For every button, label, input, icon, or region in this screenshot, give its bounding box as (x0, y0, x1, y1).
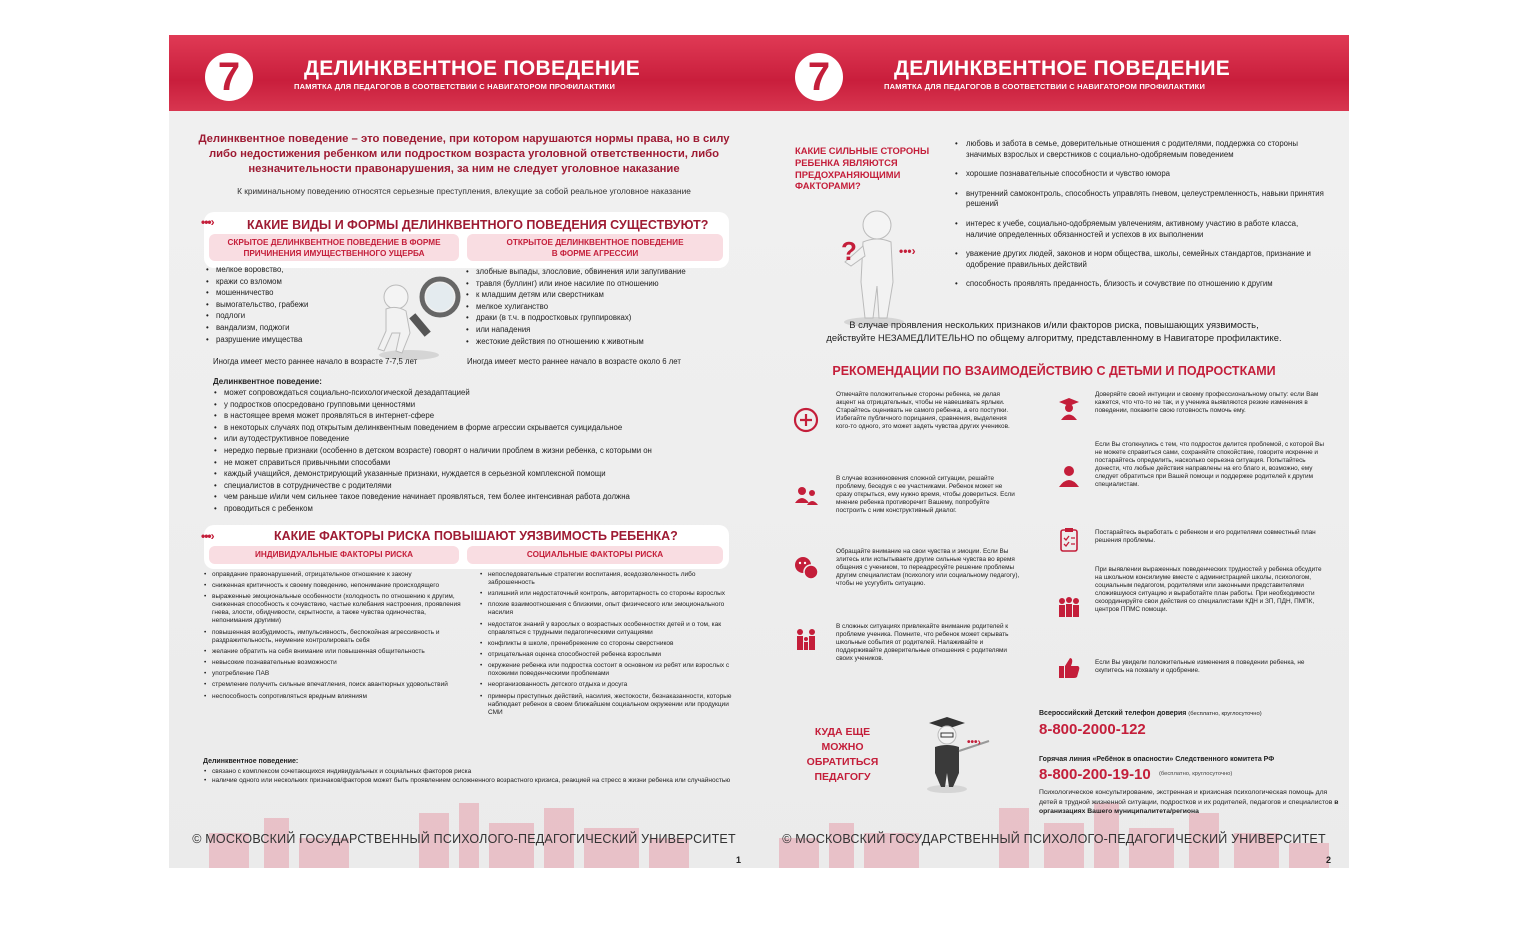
where-line: КУДА ЕЩЕ (814, 726, 871, 738)
plus-circle-icon (793, 407, 819, 433)
action-line: В случае проявления нескольких признаков и/или факторов риска, повышающих уязвимость, (849, 319, 1259, 330)
list-item: • у подростков опосредовано групповыми ценностями (213, 399, 743, 411)
list-item: • или нападения (465, 324, 755, 336)
arrows-icon: •••› (201, 215, 214, 229)
age-note-right: Иногда имеет место раннее начало в возрасте около 6 лет (467, 357, 681, 366)
list-item: • недостаток знаний у взрослых о возрастных особенностях детей и о том, как справляться с трудными педагогическими ситуациями (479, 621, 735, 637)
list-item: • сниженная критичность к своему поведению, непонимание происходящего (203, 582, 465, 590)
section-title-forms: КАКИЕ ВИДЫ И ФОРМЫ ДЕЛИНКВЕНТНОГО ПОВЕДЕНИЯ СУЩЕСТВУЮТ? (247, 218, 709, 232)
graduate-icon (1056, 395, 1082, 421)
list-item: • непоследовательные стратегии воспитания, вседозволенность либо заброшенность (479, 571, 735, 587)
page-number: 1 (735, 855, 741, 865)
page-title: ДЕЛИНКВЕНТНОЕ ПОВЕДЕНИЕ (894, 57, 1231, 80)
list-item: • нередко первые признаки (особенно в детском возрасте) говорят о наличии проблем в жизни ребенка, с которыми он (213, 445, 743, 457)
list-item: • мелкое воровство, (205, 264, 385, 276)
magnifier-figure-illustration (364, 267, 469, 362)
list-item: • кражи со взломом (205, 276, 385, 288)
hotline1-phone[interactable]: 8-800-2000-122 (1039, 721, 1146, 738)
list-item: • употребление ПАВ (203, 670, 465, 678)
list-item: • стремление получить сильные впечатления, поиск авантюрных удовольствий (203, 681, 465, 689)
page-subtitle: ПАМЯТКА ДЛЯ ПЕДАГОГОВ В СООТВЕТСТВИИ С НАВИГАТОРОМ ПРОФИЛАКТИКИ (294, 82, 616, 91)
list-item: • внутренний самоконтроль, способность управлять гневом, целеустремленность, навыки принятия решений (954, 189, 1329, 210)
box-hidden-behavior (209, 234, 459, 261)
page-subtitle: ПАМЯТКА ДЛЯ ПЕДАГОГОВ В СООТВЕТСТВИИ С НАВИГАТОРОМ ПРОФИЛАКТИКИ (884, 82, 1206, 91)
criminal-note: К криминальному поведению относятся серьезные преступления, влекущие за собой реальное уголовное наказание (237, 186, 691, 196)
list-item: • проводиться с ребенком (213, 503, 743, 515)
box-open-behavior (467, 234, 723, 261)
box-line: В ФОРМЕ АГРЕССИИ (551, 249, 639, 258)
where-line: ПЕДАГОГУ (814, 771, 871, 783)
list-item: • каждый учащийся, демонстрирующий указанные признаки, нуждается в серьезной комплексной помощи (213, 468, 743, 480)
page-title: ДЕЛИНКВЕНТНОЕ ПОВЕДЕНИЕ (304, 57, 641, 80)
list-item: • злобные выпады, злословие, обвинения или запугивание (465, 266, 755, 278)
list-item: • невысокие познавательные возможности (203, 659, 465, 667)
list-item: • жестокие действия по отношению к животным (465, 336, 755, 348)
list-item: • повышенная возбудимость, импульсивность, беспокойная агрессивность и раздражительность, неумение контролировать себя (203, 629, 465, 645)
where-line: МОЖНО (821, 741, 864, 753)
rec-right-2: Если Вы столкнулись с тем, что подросток делится проблемой, с которой Вы не можете справиться сами, сохраняйте спокойствие, говорите искренне и постарайтесь определить, насколько серьезна ситуация. Попытайтесь донести, что любые действия направлены на его благо и, возможно, ему следует обратиться при Вашей помощи и поддержке родителей к другим специалистам. (1095, 441, 1324, 489)
list-item: • в настоящее время может проявляться в интернет-сфере (213, 410, 743, 422)
section-title-risk: КАКИЕ ФАКТОРЫ РИСКА ПОВЫШАЮТ УЯЗВИМОСТЬ РЕБЕНКА? (274, 529, 678, 543)
rec-left-4: В сложных ситуациях привлекайте внимание родителей к проблеме ученика. Помните, что ребенок может скрывать школьные события от родителей. Налаживайте и поддерживайте доверительные отношения с родителями своих учеников. (836, 623, 1009, 663)
list-item: • травля (буллинг) или иное насилие по отношению (465, 278, 755, 290)
hotline1-label-text: Всероссийский Детский телефон доверия (1039, 710, 1187, 717)
city-skyline (169, 788, 759, 868)
list-item: • выраженные эмоциональные особенности (холодность по отношению к другим, сниженная способность к сочувствию, частые колебания настроения, проявления гнева, злости, обидчивости, скрытности, а также чувства одиночества, непонимания другими) (203, 593, 465, 625)
thumbs-up-icon (1056, 655, 1082, 681)
list-item: • хорошие познавательные способности и чувство юмора (954, 169, 1329, 180)
consultation-bold: в организациях Вашего муниципалитета/региона (1039, 798, 1339, 816)
list-item: • связано с комплексом сочетающихся индивидуальных и социальных факторов риска (203, 768, 743, 776)
svg-text:?: ? (841, 236, 857, 266)
list-item: • к младшим детям или сверстникам (465, 289, 755, 301)
list-item: • наличие одного или нескольких признаков/факторов может быть проявлением осложненного возрастного кризиса, реакцией на стресс в жизни ребенка или случайностью (203, 777, 743, 785)
rec-right-3: Постарайтесь выработать с ребенком и его родителями совместный план решения проблемы. (1095, 529, 1316, 545)
action-instruction (784, 318, 1324, 344)
list-item: • излишний или недостаточный контроль, авторитарность со стороны взрослых (479, 590, 735, 598)
list-item: • мошенничество (205, 287, 385, 299)
rec-left-3: Обращайте внимание на свои чувства и эмоции. Если Вы злитесь или испытываете другие сильные чувства во время общения с учеником, то переадресуйте решение проблемы другим специалистам (психологу или социальному педагогу), чтобы не усугубить ситуацию. (836, 548, 1020, 588)
box-social-risk: СОЦИАЛЬНЫЕ ФАКТОРЫ РИСКА (467, 546, 723, 564)
definition (189, 132, 739, 177)
rec-left-2: В случае возникновения сложной ситуации, решайте проблему, беседуя с ее участниками. Ребенок может не сразу открыться, ему нужно время, чтобы довериться. Если мнение ребенка противоречит Вашему, попробуйте построить с ним конструктивный диалог. (836, 475, 1015, 515)
list-item: • вандализм, поджоги (205, 322, 385, 334)
section-number: 7 (795, 53, 843, 101)
group-meeting-icon (1056, 595, 1082, 621)
page-2 (759, 35, 1349, 868)
behavior2-heading: Делинквентное поведение: (203, 758, 299, 765)
consultation-info (1039, 788, 1339, 817)
definition-line: либо недостижения ребенком или подростком возраста уголовной ответственности, либо (208, 148, 720, 160)
list-item: • оправдание правонарушений, отрицательное отношение к закону (203, 571, 465, 579)
hotline1-note: (бесплатно, круглосуточно) (1188, 711, 1262, 717)
svg-text:•••›: •••› (899, 244, 916, 258)
list-item: • драки (в т.ч. в подростковых группировках) (465, 312, 755, 324)
footer-university: © МОСКОВСКИЙ ГОСУДАРСТВЕННЫЙ ПСИХОЛОГО-ПЕДАГОГИЧЕСКИЙ УНИВЕРСИТЕТ (192, 832, 736, 846)
list-item: • разрушение имущества (205, 334, 385, 346)
footer-university: © МОСКОВСКИЙ ГОСУДАРСТВЕННЫЙ ПСИХОЛОГО-ПЕДАГОГИЧЕСКИЙ УНИВЕРСИТЕТ (782, 832, 1326, 846)
list-item: • любовь и забота в семье, доверительные отношения с родителями, поддержка со стороны значимых взрослых и сверстников с социально-одобряемым поведением (954, 139, 1329, 160)
list-item: • отрицательная оценка способностей ребенка взрослыми (479, 651, 735, 659)
family-icon (793, 627, 819, 653)
behavior-heading: Делинквентное поведение: (213, 377, 322, 386)
individual-risk-list (203, 571, 465, 704)
definition-line: Делинквентное поведение – это поведение, при котором нарушаются нормы права, но в силу (198, 133, 730, 145)
box-individual-risk: ИНДИВИДУАЛЬНЫЕ ФАКТОРЫ РИСКА (209, 546, 459, 564)
strengths-question: КАКИЕ СИЛЬНЫЕ СТОРОНЫ РЕБЕНКА ЯВЛЯЮТСЯ ПРЕДОХРАНЯЮЩИМИ ФАКТОРАМИ? (795, 145, 930, 192)
where-line: ОБРАТИТЬСЯ (806, 756, 879, 768)
rec-right-5: Если Вы увидели положительные изменения в поведении ребенка, не скупитесь на похвалу и одобрение. (1095, 659, 1305, 675)
clipboard-icon (1056, 527, 1082, 553)
box-line: ОТКРЫТОЕ ДЕЛИНКВЕНТНОЕ ПОВЕДЕНИЕ (506, 238, 684, 247)
page-header (169, 35, 759, 111)
emotions-icon (793, 555, 819, 581)
rec-left-1: Отмечайте положительные стороны ребенка, не делая акцент на отрицательных, чтобы не навешивать ярлыки. Старайтесь оценивать не самого ребенка, а его поступки. Избегайте публичного порицания, сравнения, выделения кого-то одного, это может задеть чувства других учеников. (836, 391, 1010, 431)
arrows-icon: •••› (201, 529, 214, 543)
list-item: • не может справиться привычными способами (213, 457, 743, 469)
social-risk-list (479, 571, 735, 720)
list-item: • плохие взаимоотношения с близкими, опыт физического или эмоционального насилия (479, 601, 735, 617)
page-header (759, 35, 1349, 111)
hidden-behavior-list (205, 264, 385, 345)
person-icon (1056, 463, 1082, 489)
list-item: • или аутодеструктивное поведение (213, 433, 743, 445)
hotline2-phone[interactable]: 8-800-200-19-10 (1039, 766, 1151, 783)
hotline2-note: (бесплатно, круглосуточно) (1159, 771, 1233, 777)
strengths-list (954, 139, 1329, 299)
action-line: действуйте НЕЗАМЕДЛИТЕЛЬНО по общему алгоритму, представленному в Навигаторе профилактике. (826, 332, 1282, 343)
list-item: • окружение ребенка или подростка состоит в основном из ребят или взрослых с похожими поведенческими проблемами (479, 662, 735, 678)
age-note-left: Иногда имеет место раннее начало в возрасте 7-7,5 лет (213, 357, 418, 366)
recommendations-title: РЕКОМЕНДАЦИИ ПО ВЗАИМОДЕЙСТВИЮ С ДЕТЬМИ И ПОДРОСТКАМИ (832, 364, 1276, 378)
list-item: • может сопровождаться социально-психологической дезадаптацией (213, 387, 743, 399)
list-item: • желание обратить на себя внимание или повышенная общительность (203, 648, 465, 656)
open-behavior-list (465, 266, 755, 347)
rec-right-1: Доверяйте своей интуиции и своему профессиональному опыту: если Вам кажется, что что-то не так, и у ученика выявляются резкие изменения в поведении, покажите свою готовность помочь ему. (1095, 391, 1319, 415)
section-number: 7 (205, 53, 253, 101)
list-item: • специалистов в сотрудничестве с родителями (213, 480, 743, 492)
definition-line: незначительности правонарушения, за ним не следует уголовное наказание (248, 163, 680, 175)
list-item: • чем раньше и/или чем сильнее такое поведение начинает проявляться, тем более интенсивная работа должна (213, 491, 743, 503)
list-item: • уважение других людей, законов и норм общества, школы, семейных стандартов, признание и одобрение правильных действий (954, 249, 1329, 270)
svg-text:•••›: •••› (967, 737, 981, 748)
list-item: • примеры преступных действий, насилия, жестокости, безнаказанности, которые наблюдает ребенок в своем ближайшем социальном окружении или продукции СМИ (479, 693, 735, 717)
list-item: • неорганизованность детского отдыха и досуга (479, 681, 735, 689)
list-item: • конфликты в школе, пренебрежение со стороны сверстников (479, 640, 735, 648)
consultation-text: Психологическое консультирование, экстренная и кризисная психологическая помощь для детей в трудной жизненной ситуации, подростков и их родителей, педагогов и специалистов (1039, 789, 1333, 806)
list-item: • интерес к учебе, социально-одобряемым увлечениям, активному участию в работе класса, наличие определенных обязанностей и успехов в их выполнении (954, 219, 1329, 240)
box-line: ПРИЧИНЕНИЯ ИМУЩЕСТВЕННОГО УЩЕРБА (243, 249, 425, 258)
page-1 (169, 35, 759, 868)
where-to-turn (795, 725, 890, 785)
box-line: СКРЫТОЕ ДЕЛИНКВЕНТНОЕ ПОВЕДЕНИЕ В ФОРМЕ (227, 238, 441, 247)
question-figure-illustration (829, 190, 939, 330)
hotline2-label: Горячая линия «Ребёнок в опасности» Следственного комитета РФ (1039, 756, 1275, 763)
list-item: • неспособность сопротивляться вредным влияниям (203, 693, 465, 701)
behavior-list (213, 387, 743, 515)
rec-right-4: При выявлении выраженных поведенческих трудностей у ребенка обсудите на школьном консилиуме вместе с администрацией школы, психологом, социальным педагогом, родителями или законными представителями сложившуюся ситуацию и выработайте план работы. При необходимости скоординируйте свои действия со специалистами КДН и ЗП, ПДН, ПМПК, центров ППМС помощи. (1095, 566, 1322, 614)
hotline1-label (1039, 710, 1262, 717)
behavior2-list (203, 768, 743, 788)
list-item: • вымогательство, грабежи (205, 299, 385, 311)
list-item: • подлоги (205, 310, 385, 322)
people-talk-icon (793, 483, 819, 509)
list-item: • мелкое хулиганство (465, 301, 755, 313)
teacher-figure-illustration (919, 715, 1004, 795)
list-item: • способность проявлять преданность, близость и сочувствие по отношению к другим (954, 279, 1329, 290)
list-item: • в некоторых случаях под открытым делинквентным поведением в форме агрессии скрывается суицидальное (213, 422, 743, 434)
page-number: 2 (1325, 855, 1331, 865)
